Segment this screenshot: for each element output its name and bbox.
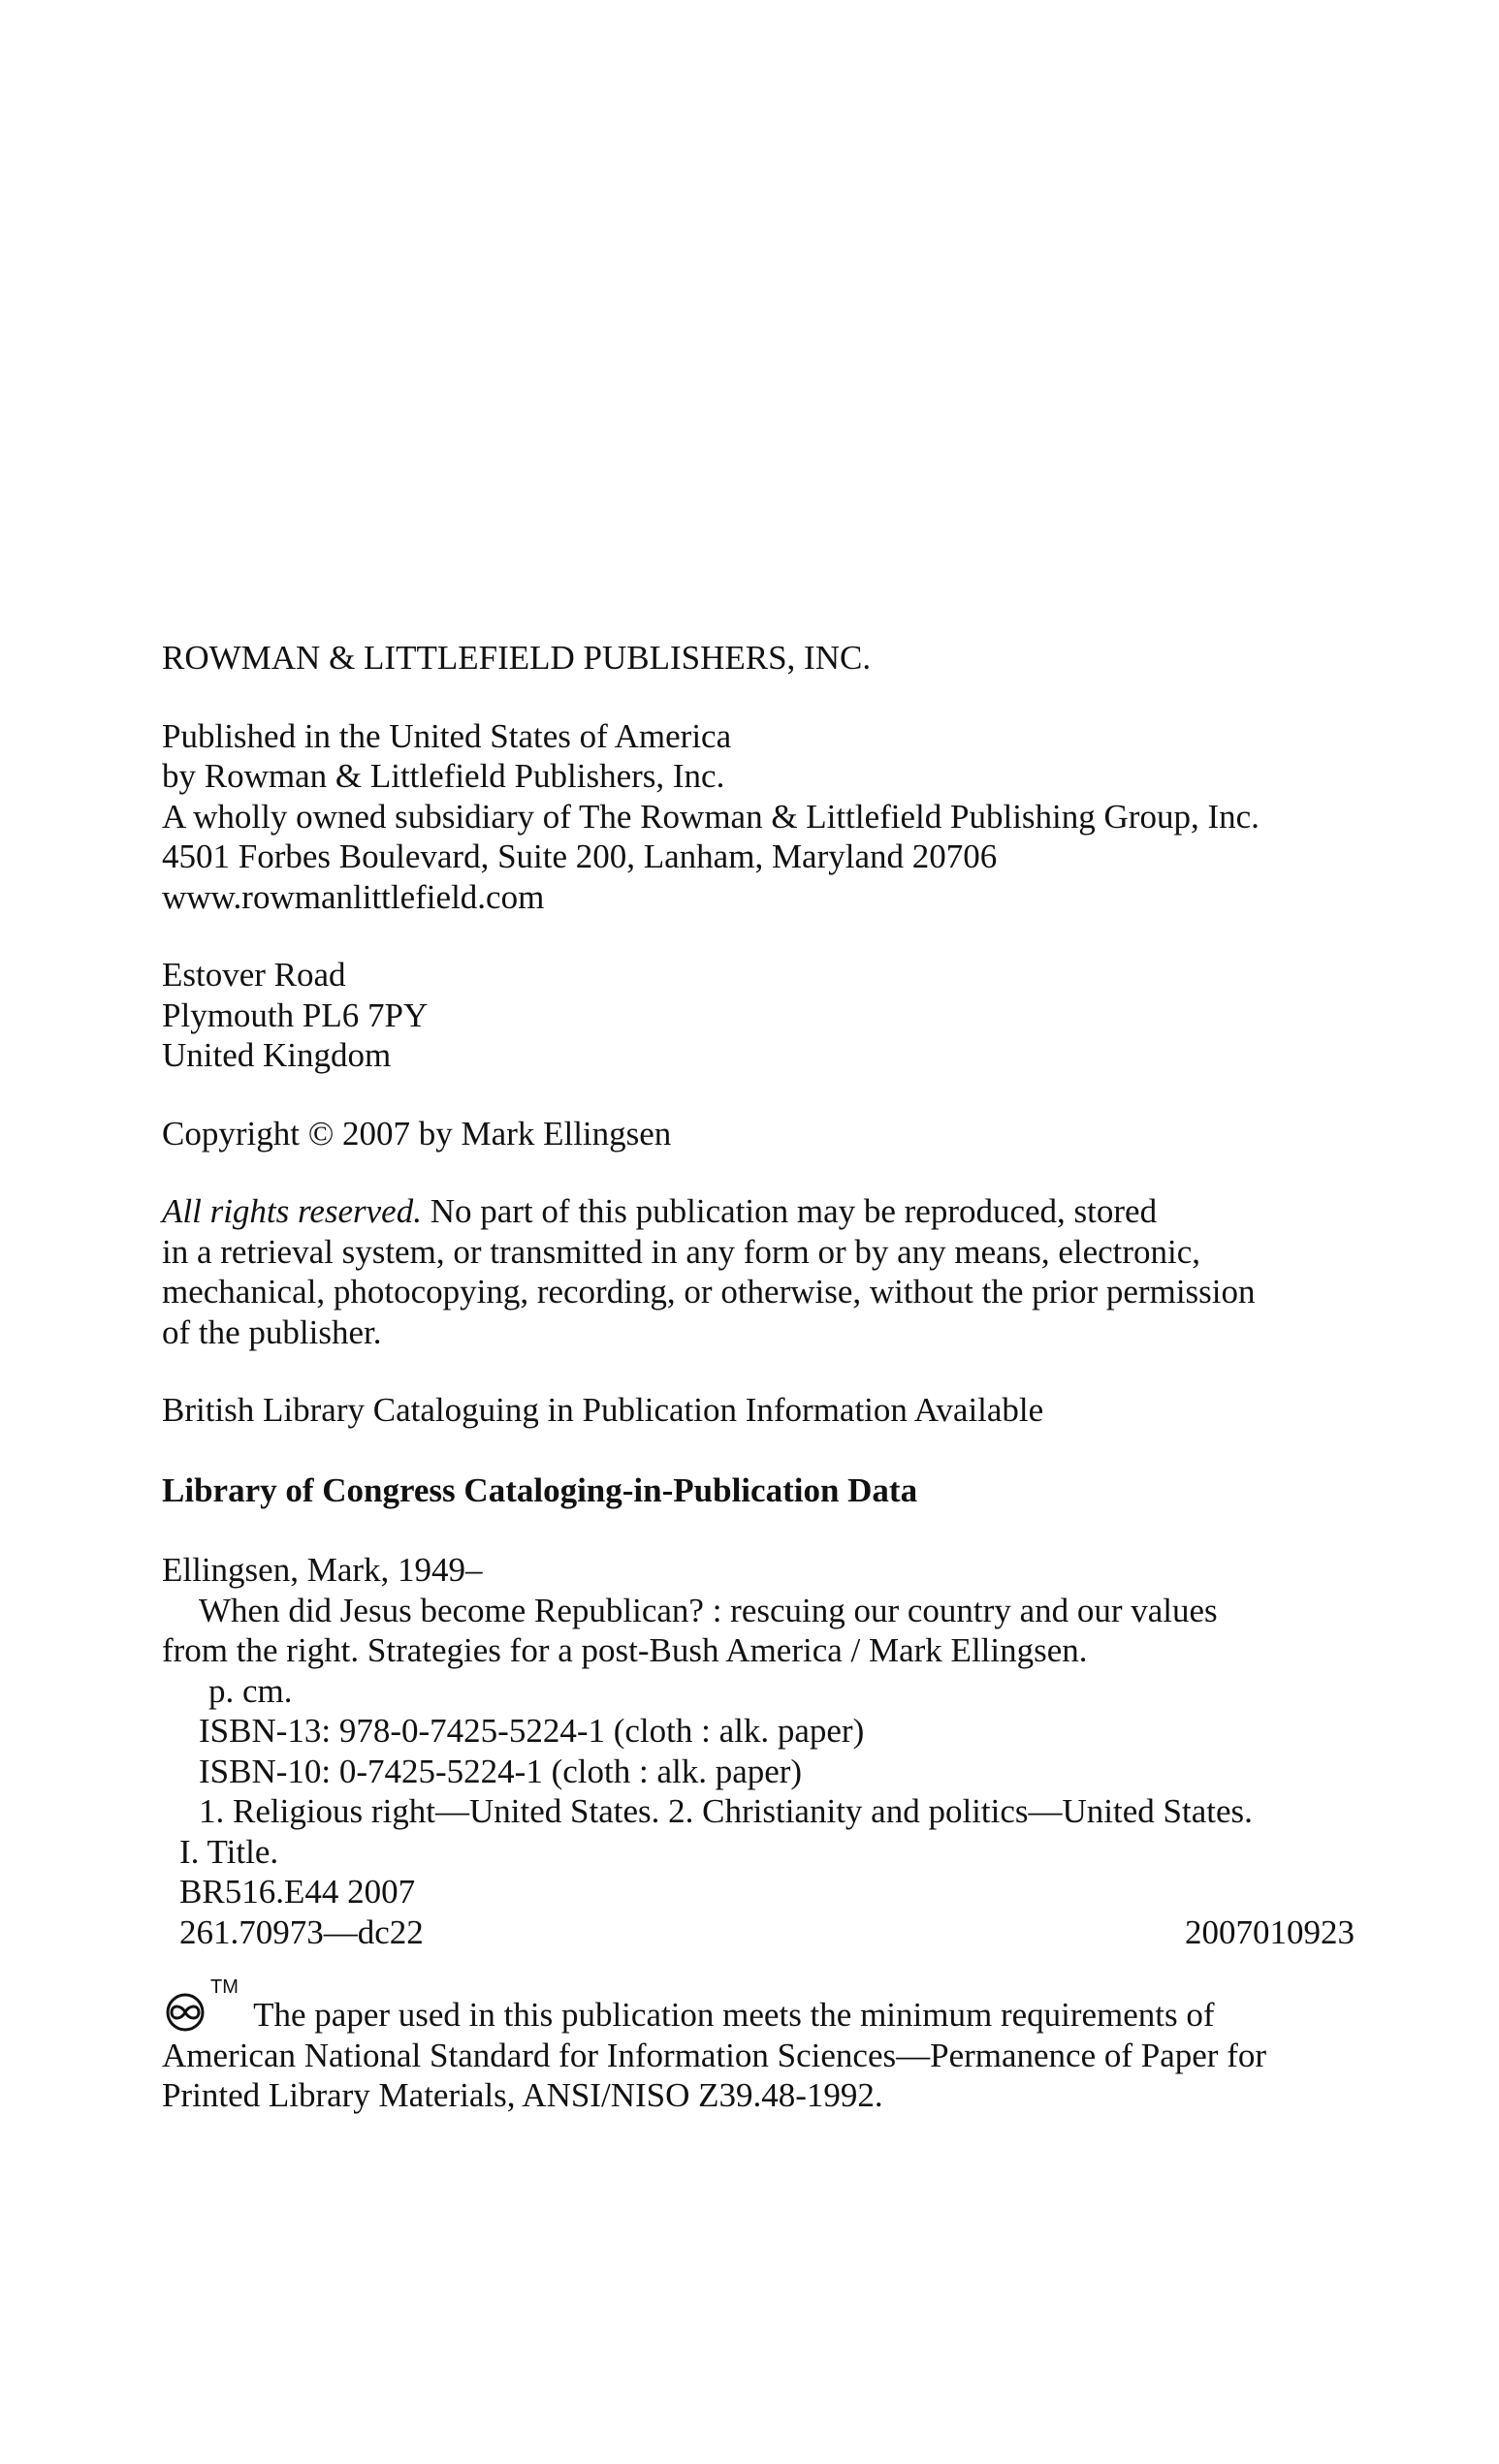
publisher-website: www.rowmanlittlefield.com	[162, 877, 545, 916]
permanence-statement	[162, 1976, 1355, 2116]
rights-line: in a retrieval system, or transmitted in any form or by any means, electronic,	[162, 1232, 1201, 1271]
rights-italic-lead: All rights reserved.	[162, 1192, 422, 1230]
permanence-line: Printed Library Materials, ANSI/NISO Z39.48-1992.	[162, 2076, 883, 2114]
uk-address-line: Estover Road	[162, 956, 346, 994]
permanence-line	[162, 1976, 1355, 2036]
cip-author: Ellingsen, Mark, 1949–	[162, 1551, 483, 1589]
uk-address-line: Plymouth PL6 7PY	[162, 995, 429, 1034]
cip-record	[162, 1550, 1355, 1952]
permanence-line-rest: The paper used in this publication meets the minimum requirements of	[245, 1996, 1215, 2034]
publisher-name: ROWMAN & LITTLEFIELD PUBLISHERS, INC.	[162, 639, 872, 677]
cip-dewey-row	[162, 1912, 1355, 1953]
cip-subjects: 1. Religious right—United States. 2. Christianity and politics—United States.	[199, 1792, 1253, 1830]
uk-address	[162, 955, 1355, 1076]
cip-heading: Library of Congress Cataloging-in-Publication Data	[162, 1470, 918, 1509]
permanence-line: American National Standard for Information Sciences—Permanence of Paper for	[162, 2036, 1267, 2074]
rights-line-rest: No part of this publication may be reproduced, stored	[421, 1192, 1158, 1230]
rights-statement	[162, 1191, 1355, 1352]
rights-line: of the publisher.	[162, 1312, 382, 1351]
british-library-line: British Library Cataloguing in Publication Information Available	[162, 1391, 1044, 1429]
copyright-page	[162, 638, 1355, 2116]
cip-isbn13: ISBN-13: 978-0-7425-5224-1 (cloth : alk. paper)	[199, 1712, 865, 1750]
rights-line: mechanical, photocopying, recording, or otherwise, without the prior permission	[162, 1273, 1256, 1311]
cip-pages: p. cm.	[208, 1671, 293, 1710]
us-address-line: 4501 Forbes Boulevard, Suite 200, Lanham, Maryland 20706	[162, 837, 998, 875]
cip-title-line: from the right. Strategies for a post-Bush America / Mark Ellingsen.	[162, 1631, 1088, 1669]
infinity-circle-icon	[162, 1976, 245, 2032]
us-address	[162, 716, 1355, 918]
cip-isbn10: ISBN-10: 0-7425-5224-1 (cloth : alk. paper)	[199, 1752, 803, 1790]
cip-title-line: When did Jesus become Republican? : rescuing our country and our values	[199, 1591, 1218, 1629]
cip-title-entry: I. Title.	[179, 1832, 279, 1871]
uk-address-line: United Kingdom	[162, 1036, 392, 1074]
cip-dewey: 261.70973—dc22	[179, 1912, 424, 1951]
cip-lccn: 2007010923	[1185, 1912, 1355, 1951]
us-address-line: by Rowman & Littlefield Publishers, Inc.	[162, 757, 725, 795]
trademark-mark: TM	[210, 1976, 239, 1998]
us-address-line: A wholly owned subsidiary of The Rowman & Littlefield Publishing Group, Inc.	[162, 797, 1260, 836]
us-address-line: Published in the United States of America	[162, 716, 732, 755]
cip-lc-class: BR516.E44 2007	[179, 1873, 416, 1911]
rights-line	[162, 1191, 1355, 1232]
copyright-line: Copyright © 2007 by Mark Ellingsen	[162, 1114, 672, 1153]
